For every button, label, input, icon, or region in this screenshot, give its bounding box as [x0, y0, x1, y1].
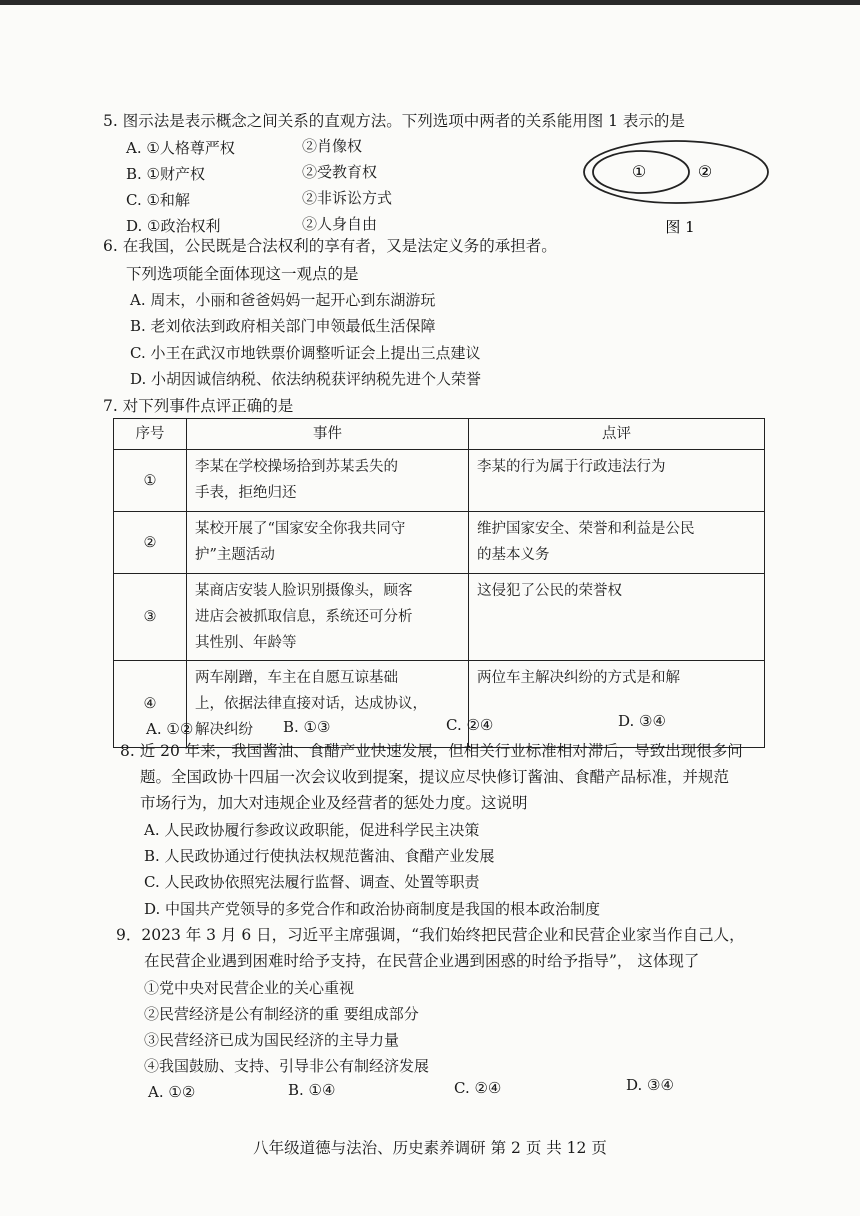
table-row	[114, 512, 765, 574]
row-comment	[469, 450, 765, 512]
q8-option-c: C. 人民政协依照宪法履行监督、调查、处置等职责	[144, 873, 480, 891]
table-header-row	[114, 419, 765, 450]
q8-option-d: D. 中国共产党领导的多党合作和政治协商制度是我国的根本政治制度	[144, 900, 601, 918]
q5-option-a-left: A. ①人格尊严权	[126, 139, 235, 157]
event-line: 李某在学校操场拾到苏某丢失的	[195, 459, 398, 475]
q5-stem: 5. 图示法是表示概念之间关系的直观方法。下列选项中两者的关系能用图 1 表示的是	[103, 112, 685, 130]
q5-option-b-left: B. ①财产权	[126, 165, 206, 183]
figure-caption: 图 1	[665, 218, 695, 236]
q9-answer-a: A. ①②	[148, 1083, 196, 1101]
venn-diagram	[580, 136, 780, 236]
row-number: ④	[114, 661, 187, 748]
event-line: 解决纠纷	[195, 722, 253, 738]
event-line: 某商店安装人脸识别摄像头，顾客	[195, 583, 413, 599]
q5-option-a-right: ②肖像权	[302, 137, 363, 155]
row-event	[187, 450, 469, 512]
q8-line3: 市场行为，加大对违规企业及经营者的惩处力度。这说明	[140, 794, 528, 812]
row-comment	[469, 574, 765, 661]
q8-option-a: A. 人民政协履行参政议政职能，促进科学民主决策	[144, 821, 480, 839]
q7-answer-c: C. ②④	[446, 716, 494, 734]
row-event	[187, 512, 469, 574]
q9-item-1: ①党中央对民营企业的关心重视	[144, 979, 355, 997]
q9-line1: 9．2023 年 3 月 6 日，习近平主席强调，“我们始终把民营企业和民营企业家当作自己人，	[116, 926, 745, 944]
header-no: 序号	[114, 419, 187, 450]
venn-outer-ellipse	[584, 141, 768, 203]
q5-option-c-left: C. ①和解	[126, 191, 190, 209]
q9-answer-b: B. ①④	[288, 1081, 336, 1099]
event-line: 某校开展了“国家安全你我共同守	[195, 521, 406, 537]
page-footer: 八年级道德与法治、历史素养调研 第 2 页 共 12 页	[253, 1139, 607, 1157]
event-line: 进店会被抓取信息，系统还可分析	[195, 609, 413, 625]
event-line: 上，依据法律直接对话，达成协议，	[195, 696, 427, 712]
comment-line: 李某的行为属于行政违法行为	[477, 459, 666, 475]
q9-line2: 在民营企业遇到困难时给予支持，在民营企业遇到困惑的时给予指导”， 这体现了	[144, 952, 700, 970]
comment-line: 的基本义务	[477, 547, 550, 563]
q8-option-b: B. 人民政协通过行使执法权规范酱油、食醋产业发展	[144, 847, 495, 865]
q6-option-d: D. 小胡因诚信纳税、依法纳税获评纳税先进个人荣誉	[130, 370, 482, 388]
q9-answer-c: C. ②④	[454, 1079, 502, 1097]
q5-option-d-right: ②人身自由	[302, 215, 378, 233]
event-line: 两车剐蹭，车主在自愿互谅基础	[195, 670, 398, 686]
row-comment	[469, 512, 765, 574]
q8-line2: 题。全国政协十四届一次会议收到提案，提议应尽快修订酱油、食醋产品标准，并规范	[140, 768, 730, 786]
q6-option-a: A. 周末，小丽和爸爸妈妈一起开心到东湖游玩	[130, 291, 436, 309]
q9-answer-d: D. ③④	[626, 1076, 674, 1094]
q7-answer-d: D. ③④	[618, 712, 666, 730]
q6-stem-line2: 下列选项能全面体现这一观点的是	[126, 265, 359, 283]
q5-option-b-right: ②受教育权	[302, 163, 378, 181]
q6-option-c: C. 小王在武汉市地铁票价调整听证会上提出三点建议	[130, 344, 481, 362]
comment-line: 维护国家安全、荣誉和利益是公民	[477, 521, 695, 537]
row-comment	[469, 661, 765, 748]
q7-stem: 7. 对下列事件点评正确的是	[103, 397, 294, 415]
q9-item-2: ②民营经济是公有制经济的重 要组成部分	[144, 1005, 419, 1023]
q7-answer-a: A. ①②	[146, 720, 194, 738]
comment-line: 两位车主解决纠纷的方式是和解	[477, 670, 680, 686]
q7-event-table	[113, 418, 765, 748]
q7-answer-b: B. ①③	[283, 718, 331, 736]
q9-item-3: ③民营经济已成为国民经济的主导力量	[144, 1031, 400, 1049]
table-row	[114, 574, 765, 661]
header-comment: 点评	[469, 419, 765, 450]
q9-item-4: ④我国鼓励、支持、引导非公有制经济发展	[144, 1057, 430, 1075]
q5-option-d-left: D. ①政治权利	[126, 217, 221, 235]
q8-line1: 8. 近 20 年来，我国酱油、食醋产业快速发展，但相关行业标准相对滞后，导致出现很多问	[120, 742, 743, 760]
table-row	[114, 450, 765, 512]
event-line: 手表，拒绝归还	[195, 485, 297, 501]
row-number: ①	[114, 450, 187, 512]
table-row	[114, 661, 765, 748]
q6-option-b: B. 老刘依法到政府相关部门申领最低生活保障	[130, 317, 436, 335]
event-line: 其性别、年龄等	[195, 635, 297, 651]
venn-inner-label: ①	[631, 162, 647, 181]
q5-option-c-right: ②非诉讼方式	[302, 189, 393, 207]
row-event	[187, 574, 469, 661]
event-line: 护”主题活动	[195, 547, 275, 563]
q6-stem-line1: 6. 在我国，公民既是合法权利的享有者，又是法定义务的承担者。	[103, 237, 557, 255]
row-number: ②	[114, 512, 187, 574]
header-event: 事件	[187, 419, 469, 450]
venn-outer-label: ②	[697, 162, 713, 181]
top-border	[0, 0, 860, 5]
comment-line: 这侵犯了公民的荣誉权	[477, 583, 622, 599]
row-number: ③	[114, 574, 187, 661]
